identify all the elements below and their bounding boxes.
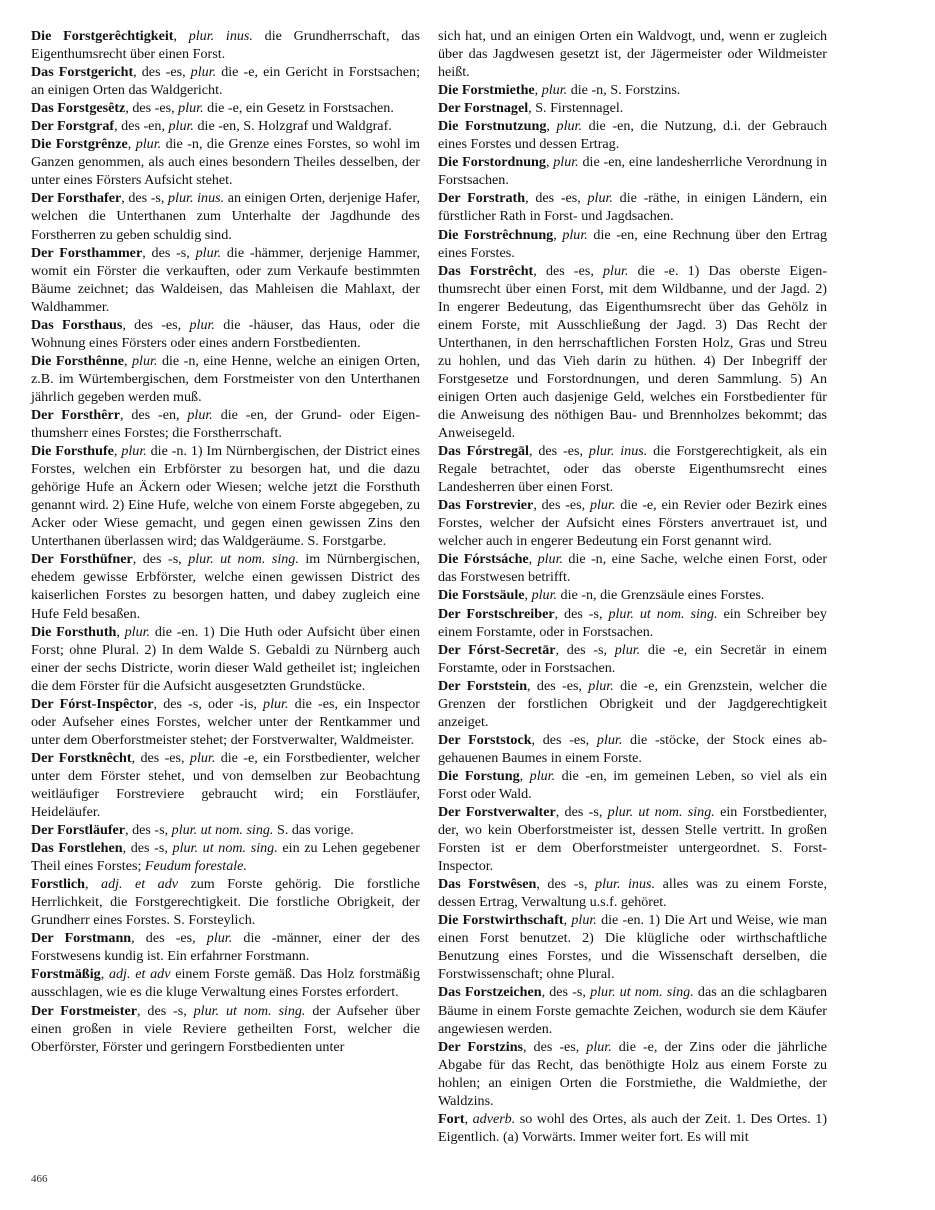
grammar-note: plur.	[603, 262, 629, 279]
definition-text: die -männer, einer der des Forstwesens kundig ist. Ein erfahrner Forstmann.	[31, 930, 421, 965]
right-column	[438, 27, 827, 1146]
dictionary-entry	[31, 839, 420, 875]
grammar-note: plur.	[190, 64, 217, 81]
definition-text: die -e, ein Secretär in einem Forstamte, oder in Forstsachen.	[438, 641, 827, 676]
headword: Der Forstläufer	[31, 822, 126, 839]
definition-text: so wohl des Ortes, als auch der Zeit. 1. Des Ortes. 1) Eigentlich. (a) Vorwärts. Immer weiter fort. Es will mit	[438, 1110, 828, 1145]
definition-text: im Nürnbergischen, ehedem gewisse Erbförster, welche einen gewissen District des kaiserlichen Forstes zu besorgen hatten, und dabey zugleich eine Hufe Feld besaßen.	[31, 551, 420, 622]
definition-text: ,	[100, 966, 109, 983]
grammar-note: plur.	[614, 641, 641, 658]
dictionary-entry	[31, 695, 420, 749]
dictionary-entry	[438, 605, 827, 641]
definition-text: , des -s,	[554, 605, 609, 622]
definition-text: ,	[519, 767, 530, 784]
headword: Das Forstgericht	[31, 64, 134, 81]
grammar-note: plur.	[541, 82, 568, 99]
definition-text: , des -es,	[131, 749, 190, 766]
definition-text: die -en, eine landesherrliche Verordnung in Forstsachen.	[438, 154, 827, 189]
dictionary-entry	[31, 406, 420, 442]
headword: Die Forstwirthschaft	[438, 912, 564, 929]
headword: Der Forstrath	[438, 190, 526, 207]
headword: Das Forstrêcht	[438, 262, 534, 279]
grammar-note: plur.	[529, 767, 556, 784]
definition-text: , des -es,	[523, 1038, 587, 1055]
definition-text: ,	[116, 623, 125, 640]
grammar-note: plur.	[124, 623, 151, 640]
dictionary-entry	[31, 27, 420, 63]
headword: Die Forsthênne	[31, 352, 124, 369]
headword: Die Forstung	[438, 767, 520, 784]
definition-text: die -hämmer, derjenige Hammer, womit ein Förster die verkauften, oder zum Verkaufe bestimmten Bäume zeichnet; das Waldeisen, das Mahleisen die Mahlaxt, der Waldhammer.	[31, 244, 420, 315]
grammar-note: plur.	[553, 154, 579, 171]
definition-text: der Aufseher über einen großen in viele Reviere getheilten Forst, welcher die Oberförster, Förster und geringern Forstbedienten unter	[31, 1002, 420, 1055]
grammar-note: plur. ut nom. sing.	[172, 840, 278, 857]
definition-text: ,	[553, 226, 563, 243]
definition-text: die -en, S. Holzgraf und Waldgraf.	[193, 118, 392, 135]
dictionary-entry	[31, 244, 420, 316]
definition-text: , des -s,	[122, 840, 173, 857]
definition-text: die -en, eine Rechnung über den Ertrag eines Forstes.	[438, 226, 827, 261]
definition-text: ein Forstbedienter, der, wo kein Oberforstmeister ist, dessen Stelle vertritt. In großen Forsten ist er dem Oberforstmeister untergeordnet. S. Forst-Inspector.	[438, 804, 827, 875]
dictionary-entry	[438, 226, 827, 262]
grammar-note: plur.	[556, 118, 582, 135]
definition-text: , des -es,	[122, 316, 190, 333]
left-column	[31, 27, 420, 1056]
headword: Die Forstgerêchtigkeit	[31, 28, 174, 44]
grammar-note: plur.	[571, 912, 597, 929]
headword: Der Fórst-Inspêctor	[31, 695, 154, 712]
definition-text: die Forstgerechtigkeit, als ein Regale betrachtet, oder das oberste Eigenthumsrecht eines Landesherren über einen Forst.	[438, 443, 828, 496]
grammar-note: Feudum forestale.	[144, 858, 247, 875]
dictionary-entry	[438, 586, 827, 604]
definition-text: ,	[546, 118, 557, 135]
definition-text: die -n, eine Sache, welche einen Forst, oder das Forstwesen betrifft.	[438, 551, 828, 586]
definition-text: , des -en,	[114, 118, 169, 135]
dictionary-entry	[31, 623, 420, 695]
definition-text: , des -s,	[541, 984, 591, 1001]
definition-text: ein Schreiber bey einem Forstamte, oder in Forstsachen.	[438, 605, 827, 640]
definition-text: die -e, der Zins oder die jährliche Abgabe für das Recht, das benöthigte Holz aus einem Forste zu hohlen; an einigen Orten die Forstmiethe, die Waldmiethe, der Waldzins.	[438, 1038, 827, 1109]
definition-text: , des -s,	[132, 551, 189, 568]
definition-text: , des -es,	[131, 930, 207, 947]
headword: Forstmäßig	[31, 966, 101, 983]
headword: Das Forsthaus	[31, 316, 123, 333]
definition-text: ,	[563, 912, 572, 929]
page-number: 466	[31, 1173, 48, 1185]
grammar-note: plur.	[562, 226, 588, 243]
headword: Der Forstnagel	[438, 100, 529, 117]
grammar-note: plur. inus.	[168, 190, 225, 207]
dictionary-entry	[31, 929, 420, 965]
dictionary-entry	[438, 99, 827, 117]
definition-text: ,	[123, 352, 132, 369]
headword: Der Forsthêrr	[31, 406, 120, 423]
dictionary-entry	[438, 641, 827, 677]
grammar-note: plur.	[589, 497, 616, 514]
definition-text: ,	[173, 28, 189, 44]
headword: Der Forstverwalter	[438, 804, 556, 821]
definition-text: , des -s, oder -is,	[153, 695, 264, 712]
grammar-note: adj. et adv	[108, 966, 171, 983]
headword: Die Forsthufe	[31, 443, 114, 460]
definition-text: die -en, die Nutzung, d.i. der Gebrauch eines Forstes und dessen Ertrag.	[438, 118, 827, 153]
definition-text: , des -s,	[137, 1002, 194, 1019]
definition-text: , des -s,	[536, 876, 596, 893]
dictionary-entry	[31, 749, 420, 821]
dictionary-entry	[438, 262, 827, 442]
grammar-note: plur. ut nom. sing.	[607, 804, 715, 821]
grammar-note: plur. inus.	[588, 443, 648, 460]
dictionary-entry	[31, 63, 420, 99]
definition-text: zum Forste gehörig. Die forstliche Herrlichkeit, die Forstgerechtigkeit. Die forstliche Obrigkeit, der Grundherr eines Forstes. S. Forsteylich.	[31, 876, 421, 929]
headword: Der Forstmeister	[31, 1002, 137, 1019]
definition-text: die -en. 1) Die Art und Weise, wie man einen Forst benutzet. 2) Die klügliche oder wirthschaftliche Benutzung eines Forstes, und die Wissenschaft derselben, die Forstwissenschaft; ohne Plural.	[438, 912, 828, 983]
definition-text: die -e, ein Revier oder Bezirk eines Forstes, welcher der Aufsicht eines Försters anvertrauet ist, und welcher auch in engerer Bedeutung ein Forst genannt wird.	[438, 497, 827, 550]
definition-text: die -n, die Grenzsäule eines Forstes.	[557, 587, 765, 604]
definition-text: die -en, im gemeinen Leben, so viel als ein Forst oder Wald.	[438, 767, 828, 802]
definition-text: ,	[85, 876, 102, 893]
definition-text: die Grundherrschaft, das Eigenthumsrecht über einen Forst.	[31, 28, 421, 63]
definition-text: , des -es,	[531, 731, 597, 748]
grammar-note: plur. ut nom. sing.	[590, 984, 694, 1001]
dictionary-entry	[438, 153, 827, 189]
definition-text: , des -es,	[133, 64, 191, 81]
definition-text: ,	[524, 587, 532, 604]
definition-text: die -n, eine Henne, welche an einigen Orten, z.B. im Würtembergischen, dem Forstmeister von den Unterthanen jährlich gegeben werden muß.	[31, 352, 420, 405]
grammar-note: plur.	[596, 731, 623, 748]
definition-text: , des -s,	[121, 190, 169, 207]
dictionary-entry	[438, 27, 827, 81]
definition-text: , des -es,	[533, 497, 590, 514]
grammar-note: plur.	[531, 587, 558, 604]
dictionary-entry	[438, 983, 827, 1037]
headword: Der Forstmann	[31, 930, 132, 947]
grammar-note: plur.	[587, 190, 613, 207]
headword: Das Forstlehen	[31, 840, 123, 857]
definition-text: die -häuser, das Haus, oder die Wohnung eines Försters oder eines andern Forstbedienten.	[31, 316, 420, 351]
dictionary-entry	[31, 135, 420, 189]
dictionary-entry	[438, 677, 827, 731]
headword: Die Forstnutzung	[438, 118, 547, 135]
definition-text: an einigen Orten, derjenige Hafer, welchen die Unterthanen zum Unterhalte der Jagdhunde des Forstherren zu geben schuldig sind.	[31, 190, 420, 243]
dictionary-entry	[31, 316, 420, 352]
grammar-note: plur.	[588, 677, 614, 694]
grammar-note: plur.	[187, 406, 213, 423]
definition-text: , des -s,	[555, 641, 615, 658]
headword: Die Forstordnung	[438, 154, 546, 171]
grammar-note: plur.	[189, 316, 215, 333]
grammar-note: plur. inus.	[188, 28, 253, 44]
definition-text: die -e, ein Forstbedienter, welcher unter dem Förster stehet, und von demselben zur Beobachtung weitläufiger Forstreviere gebraucht wird; ein Forstläufer, Heideläufer.	[31, 749, 420, 821]
headword: Der Forsthüfner	[31, 551, 133, 568]
dictionary-entry	[31, 1002, 420, 1056]
definition-text: die -en, der Grund- oder Eigenthumsherr eines Forstes; die Forstherrschaft.	[31, 406, 421, 442]
definition-text: ,	[127, 136, 136, 153]
headword: Der Forstknêcht	[31, 749, 132, 766]
definition-text: ,	[545, 154, 554, 171]
headword: Die Forstsäule	[438, 587, 525, 604]
grammar-note: plur. ut nom. sing.	[188, 551, 299, 568]
dictionary-entry	[438, 911, 827, 983]
headword: Das Forstzeichen	[438, 984, 542, 1001]
headword: Der Forststein	[438, 677, 528, 694]
dictionary-entry	[31, 965, 420, 1001]
headword: Das Forstwêsen	[438, 876, 537, 893]
grammar-note: plur.	[195, 244, 222, 261]
definition-text: die -en. 1) Die Huth oder Aufsicht über einen Forst; ohne Plural. 2) In dem Walde S. Gebaldi zu Nürnberg auch einer der sechs Districte, worin dieser Wald getheilet ist; ingleichen die dem Förster für die Aufsicht ausgesetzten Grundstücke.	[31, 623, 420, 694]
definition-text: die -n, die Grenze eines Forstes, so wohl im Ganzen genommen, als auch eines besondern Theiles desselben, der unter eines Försters Aufsicht stehet.	[31, 136, 421, 189]
grammar-note: adj. et adv	[101, 876, 179, 893]
definition-text: sich hat, und an einigen Orten ein Waldvogt, und, wenn er zugleich über das Jagdwesen gesetzt ist, der Jägermeister oder Wildmeister heißt.	[438, 28, 827, 81]
dictionary-entry	[438, 731, 827, 767]
grammar-note: plur.	[121, 443, 147, 460]
dictionary-entry	[438, 767, 827, 803]
headword: Fort	[438, 1110, 465, 1127]
dictionary-entry	[31, 352, 420, 406]
dictionary-entry	[31, 550, 420, 622]
definition-text: , des -s,	[142, 244, 196, 261]
dictionary-entry	[31, 189, 420, 243]
grammar-note: plur.	[537, 551, 564, 568]
grammar-note: plur.	[135, 136, 162, 153]
definition-text: das an die schlagbaren Bäume in einem Forste gemachte Zeichen, wodurch sie dem Käufer angewiesen werden.	[438, 984, 827, 1037]
dictionary-entry	[438, 117, 827, 153]
definition-text: die -e. 1) Das oberste Eigenthumsrecht über einen Forst, mit dem Wildbanne, und der Jagd. 2) In engerer Bedeutung, das Eigenthumsrecht über das Gehölz in einem Forste, mit Ausschließung der Jagd. 3) Das Recht der Unterthanen, in den herrschaftlichen Forsten Holz, Gras und Streu zu hohlen, und das Vieh darin zu hüthen. 4) Der Inbegriff der Forstgesetze und Forstordnungen, und deren Sammlung. 5) An einigen Orten auch dasjenige Geld, welches ein Forstbedienter für die Anweisung des nöthigen Bau- und Brennholzes bekommt; das Anweisegeld.	[438, 262, 828, 442]
headword: Die Fórstsáche	[438, 551, 529, 568]
definition-text: , des -es,	[527, 677, 589, 694]
definition-text: die -stöcke, der Stock eines abgehauenen Baumes in einem Forste.	[438, 731, 827, 766]
headword: Die Forstrêchnung	[438, 226, 554, 243]
definition-text: , des -es,	[528, 443, 589, 460]
headword: Der Forsthafer	[31, 190, 122, 207]
dictionary-entry	[438, 496, 827, 550]
headword: Der Forstgraf	[31, 118, 115, 135]
definition-text: , S. Firstennagel.	[528, 100, 624, 117]
headword: Das Forstgesêtz	[31, 100, 126, 117]
dictionary-entry	[438, 81, 827, 99]
headword: Die Forstgrênze	[31, 136, 128, 153]
grammar-note: plur.	[178, 100, 204, 117]
dictionary-entry	[438, 1110, 827, 1146]
headword: Die Forsthuth	[31, 623, 117, 640]
definition-text: die -e, ein Gericht in Forstsachen; an einigen Orten das Waldgericht.	[31, 64, 420, 99]
dictionary-entry	[31, 99, 420, 117]
definition-text: , des -s,	[125, 822, 172, 839]
definition-text: ,	[464, 1110, 473, 1127]
grammar-note: plur. ut nom. sing.	[193, 1002, 306, 1019]
definition-text: S. das vorige.	[273, 822, 354, 839]
definition-text: die -räthe, in einigen Ländern, ein fürstlicher Rath in Forst- und Jagdsachen.	[438, 190, 827, 225]
headword: Das Forstrevier	[438, 497, 534, 514]
definition-text: die -es, ein Inspector oder Aufseher eines Forstes, welcher unter der Rentkammer und unter dem Oberforstmeister stehet; der Forstverwalter, Waldmeister.	[31, 695, 420, 748]
grammar-note: plur.	[263, 695, 289, 712]
dictionary-entry	[438, 1038, 827, 1110]
headword: Der Forsthammer	[31, 244, 143, 261]
grammar-note: plur. ut nom. sing.	[608, 605, 718, 622]
definition-text: die -n, S. Forstzins.	[567, 82, 681, 99]
definition-text: ein zu Lehen gegebener Theil eines Forstes;	[31, 840, 420, 875]
headword: Die Forstmiethe	[438, 82, 535, 99]
definition-text: ,	[528, 551, 538, 568]
headword: Der Forstschreiber	[438, 605, 555, 622]
grammar-note: plur.	[586, 1038, 612, 1055]
definition-text: , des -es,	[533, 262, 603, 279]
headword: Der Fórst-Secretār	[438, 641, 556, 658]
definition-text: die -e, ein Grenzstein, welcher die Grenzen der forstlichen Obrigkeit und der Jagdgerechtigkeit anzeiget.	[438, 677, 827, 730]
grammar-note: plur. inus.	[595, 876, 656, 893]
headword: Forstlich	[31, 876, 86, 893]
dictionary-entry	[31, 875, 420, 929]
definition-text: einem Forste gemäß. Das Holz forstmäßig ausschlagen, wie es die kluge Verwaltung eines Forstes erfordert.	[31, 966, 421, 1001]
headword: Der Forstzins	[438, 1038, 524, 1055]
grammar-note: adverb.	[472, 1110, 516, 1127]
dictionary-entry	[31, 117, 420, 135]
grammar-note: plur. ut nom. sing.	[171, 822, 274, 839]
definition-text: ,	[113, 443, 122, 460]
definition-text: die -e, ein Gesetz in Forstsachen.	[203, 100, 394, 117]
dictionary-entry	[31, 821, 420, 839]
headword: Das Fórstregāl	[438, 443, 529, 460]
dictionary-entry	[31, 442, 420, 550]
definition-text: , des -en,	[119, 406, 188, 423]
definition-text: alles was zu einem Forste, dessen Ertrag, Verwaltung u.s.f. gehöret.	[438, 876, 828, 911]
definition-text: ,	[534, 82, 542, 99]
definition-text: , des -s,	[555, 804, 608, 821]
definition-text: , des -es,	[125, 100, 179, 117]
definition-text: die -n. 1) Im Nürnbergischen, der District eines Forstes, welchen ein Erbförster zu besorgen hat, und die dazu gehörige Hufe an Äckern oder Wiesen; welche jetzt die Forsthuth genannt wird. 2) Eine Hufe, welche von einem Forste abgegeben, zu Acker oder Wiese gemacht, und gegen einen gewissen Zins den Unterthanen überlassen wird; das Waldgeräume. S. Forstgarbe.	[31, 443, 421, 550]
grammar-note: plur.	[168, 118, 194, 135]
dictionary-entry	[438, 189, 827, 225]
grammar-note: plur.	[189, 749, 216, 766]
grammar-note: plur.	[206, 930, 233, 947]
definition-text: , des -es,	[525, 190, 588, 207]
dictionary-entry	[438, 803, 827, 875]
headword: Der Forststock	[438, 731, 532, 748]
dictionary-entry	[438, 875, 827, 911]
dictionary-entry	[438, 442, 827, 496]
grammar-note: plur.	[132, 352, 158, 369]
dictionary-entry	[438, 550, 827, 586]
